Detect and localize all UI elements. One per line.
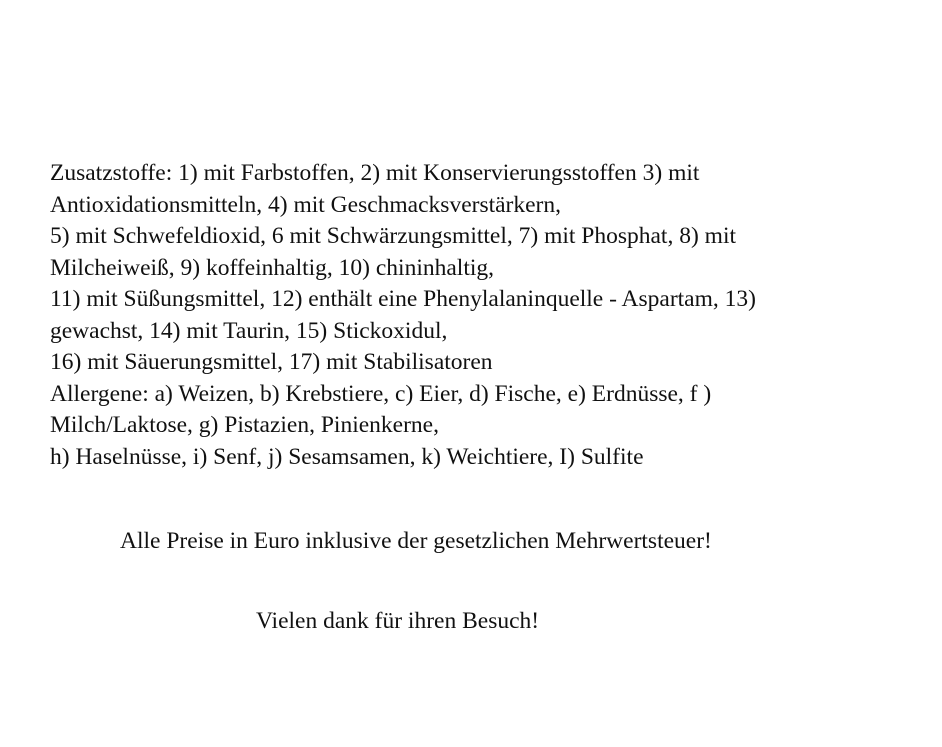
notes-line: Milch/Laktose, g) Pistazien, Pinienkerne, — [50, 412, 439, 438]
notes-line: gewachst, 14) mit Taurin, 15) Stickoxidul, — [50, 317, 448, 344]
thank-you-note: Vielen dank für ihren Besuch! — [256, 608, 540, 634]
notes-line: 11) mit Süßungsmittel, 12) enthält eine Phenylalaninquelle - Aspartam, 13) — [50, 286, 756, 312]
notes-line: Allergene: a) Weizen, b) Krebstiere, c) Eier, d) Fische, e) Erdnüsse, f ) — [50, 380, 712, 407]
notes-line: Antioxidationsmitteln, 4) mit Geschmacksverstärkern, — [50, 191, 562, 218]
additives-allergens-notes — [50, 158, 910, 473]
notes-line: Zusatzstoffe: 1) mit Farbstoffen, 2) mit Konservierungsstoffen 3) mit — [50, 160, 700, 186]
notes-line: 16) mit Säuerungsmittel, 17) mit Stabilisatoren — [50, 349, 493, 375]
tax-note: Alle Preise in Euro inklusive der gesetzlichen Mehrwertsteuer! — [120, 528, 712, 554]
notes-line: 5) mit Schwefeldioxid, 6 mit Schwärzungsmittel, 7) mit Phosphat, 8) mit — [50, 223, 736, 249]
notes-line: Milcheiweiß, 9) koffeinhaltig, 10) chininhaltig, — [50, 254, 495, 281]
notes-line: h) Haselnüsse, i) Senf, j) Sesamsamen, k) Weichtiere, I) Sulfite — [50, 443, 644, 470]
